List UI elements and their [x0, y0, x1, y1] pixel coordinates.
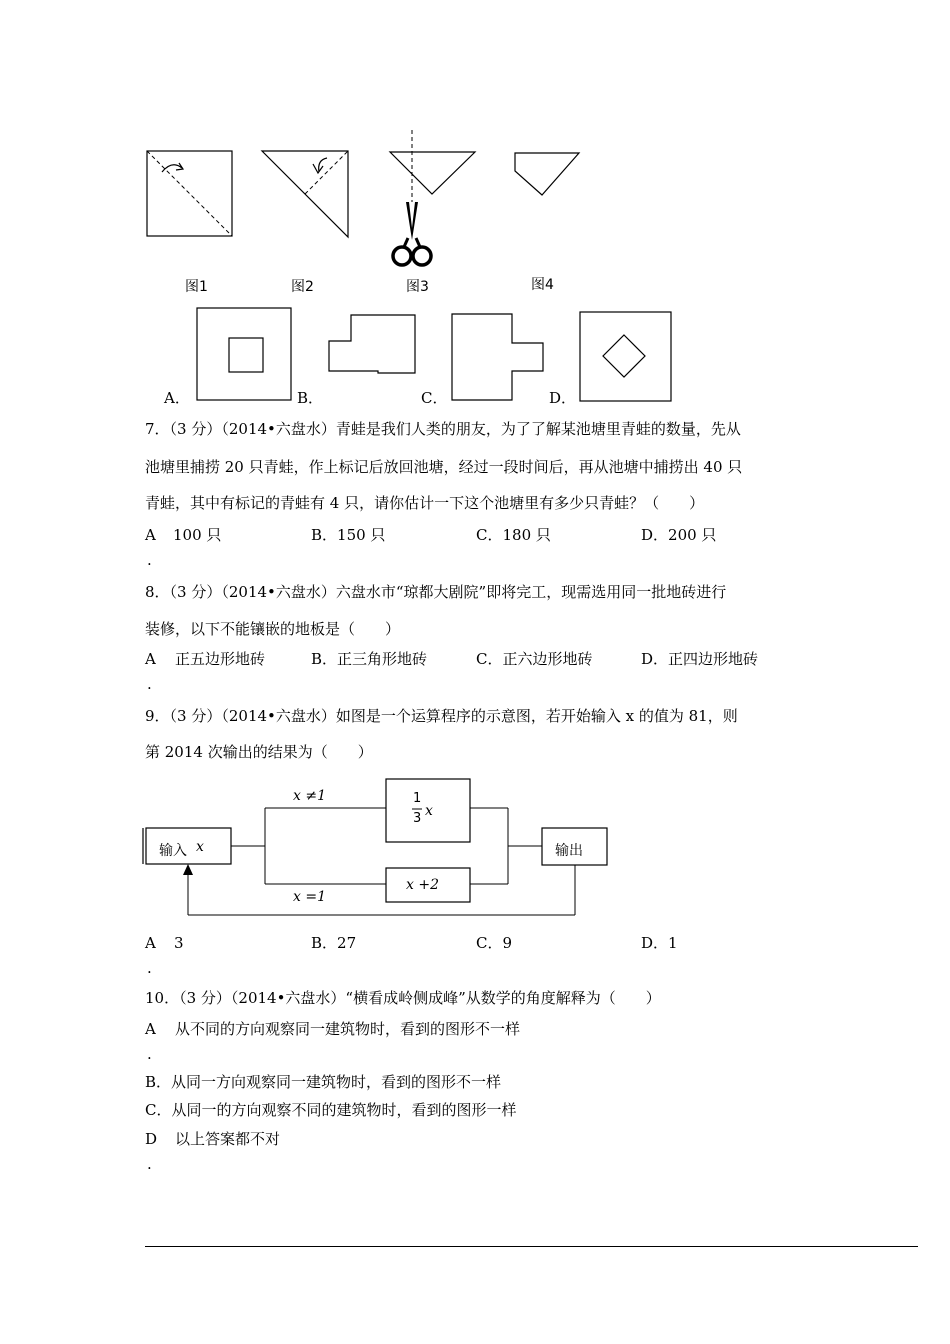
q8-option-dot: .: [147, 675, 152, 693]
q10-option-b: B．从同一方向观察同一建筑物时，看到的图形不一样: [145, 1073, 502, 1091]
q10-option-a: 从不同的方向观察同一建筑物时，看到的图形不一样: [175, 1020, 521, 1038]
q7-option-b: B．150 只: [311, 526, 386, 544]
q10-option-d-letter: D: [145, 1130, 158, 1148]
fig3-cut-triangle: [386, 128, 482, 274]
q9-output-label: 输出: [555, 843, 583, 859]
q10-option-c: C．从同一的方向观察不同的建筑物时，看到的图形一样: [145, 1101, 517, 1119]
fig4-cut-result: [513, 151, 583, 201]
q9-option-a-letter: A: [145, 934, 156, 952]
q6-option-c-label: C．: [421, 389, 448, 407]
q9-plus-two-label: x +2: [406, 877, 439, 893]
q10-option-a-dot: .: [147, 1045, 152, 1063]
q9-stem-line1: 9．（3 分）（2014•六盘水）如图是一个运算程序的示意图，若开始输入 x 的值为 81，则: [145, 707, 738, 725]
q10-option-a-letter: A: [145, 1020, 156, 1038]
q9-feedback-arrow-icon: [183, 864, 193, 875]
fig2-triangle-fold: [261, 150, 353, 240]
q6-option-d-figure: [579, 311, 674, 403]
q8-option-a-letter: A: [145, 650, 156, 668]
q7-option-a-letter: A: [145, 526, 156, 544]
q9-frac-den: 3: [413, 811, 422, 826]
q7-option-c: C．180 只: [476, 526, 551, 544]
q10-option-d: 以上答案都不对: [175, 1130, 281, 1148]
q9-cond-bottom: x =1: [293, 889, 326, 905]
scissors-icon: [406, 202, 418, 240]
q9-frac-var: x: [425, 803, 433, 819]
q9-flow-diagram: [140, 776, 615, 921]
q6-option-d-label: D．: [549, 389, 577, 407]
q10-stem: 10．（3 分）（2014•六盘水）“横看成岭侧成峰”从数学的角度解释为（ ）: [145, 989, 661, 1007]
q6-option-c-figure: [451, 313, 547, 403]
q6-option-a-figure: [196, 307, 294, 403]
q7-option-dot: .: [147, 551, 152, 569]
q9-cond-top: x ≠1: [293, 788, 326, 804]
q8-option-d: D．正四边形地砖: [641, 650, 759, 668]
q10-option-d-dot: .: [147, 1155, 152, 1173]
fig-label-3: 图3: [406, 279, 429, 295]
q9-input-var: x: [196, 839, 204, 855]
q9-option-c: C．9: [476, 934, 513, 952]
q7-option-d: D．200 只: [641, 526, 717, 544]
q9-frac-num: 1: [413, 791, 422, 806]
q7-stem-line1: 7．（3 分）（2014•六盘水）青蛙是我们人类的朋友，为了了解某池塘里青蛙的数量，先从: [145, 420, 741, 438]
fig-label-4: 图4: [531, 277, 554, 293]
q7-stem-line3: 青蛙，其中有标记的青蛙有 4 只，请你估计一下这个池塘里有多少只青蛙？（ ）: [145, 494, 705, 512]
fig-label-2: 图2: [291, 279, 314, 295]
q9-option-b: B．27: [311, 934, 357, 952]
q8-stem-line1: 8．（3 分）（2014•六盘水）六盘水市“琼都大剧院”即将完工，现需选用同一批地砖进行: [145, 583, 727, 601]
q9-option-d: D．1: [641, 934, 678, 952]
q9-option-a: 3: [174, 934, 184, 952]
q8-option-b: B．正三角形地砖: [311, 650, 428, 668]
q8-stem-line2: 装修，以下不能镶嵌的地板是（ ）: [145, 620, 401, 638]
fig1-square-fold: [146, 150, 236, 240]
q6-option-a-label: A．: [164, 389, 190, 407]
q7-stem-line2: 池塘里捕捞 20 只青蛙，作上标记后放回池塘，经过一段时间后，再从池塘中捕捞出 40 只: [145, 458, 743, 476]
q6-option-b-figure: [328, 313, 418, 375]
q9-option-dot: .: [147, 959, 152, 977]
q8-option-a: 正五边形地砖: [175, 650, 266, 668]
q9-input-label: 输入: [159, 843, 187, 859]
q8-option-c: C．正六边形地砖: [476, 650, 593, 668]
q6-option-b-label: B．: [297, 389, 324, 407]
fig-label-1: 图1: [185, 279, 208, 295]
q9-stem-line2: 第 2014 次输出的结果为（ ）: [145, 743, 373, 761]
q7-option-a: 100 只: [173, 526, 222, 544]
footer-divider: [145, 1246, 918, 1247]
